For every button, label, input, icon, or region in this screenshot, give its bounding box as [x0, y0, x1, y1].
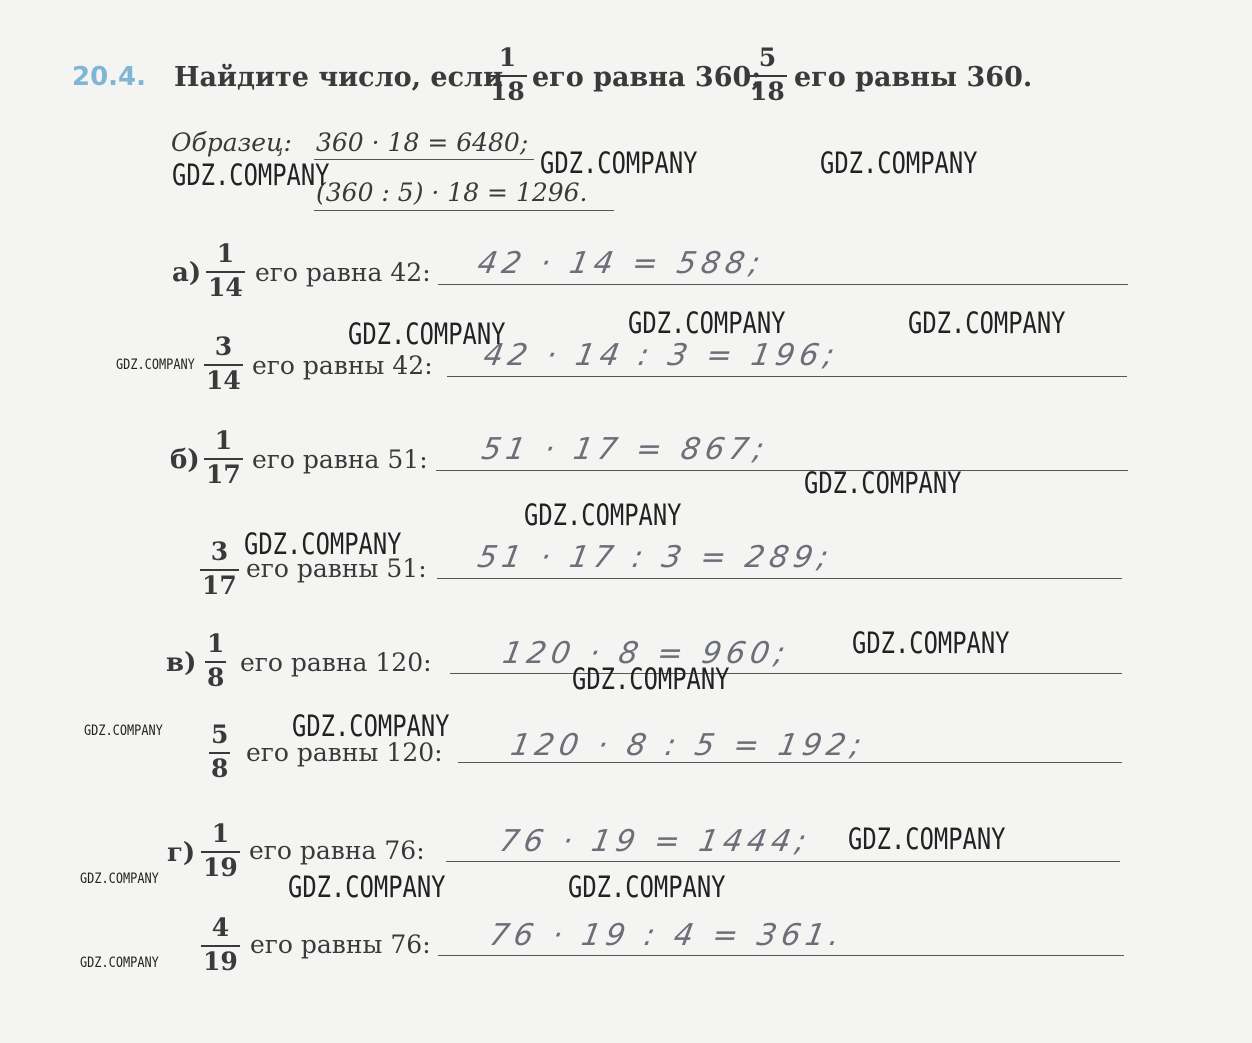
answer-line [438, 955, 1124, 956]
watermark: GDZ.COMPANY [84, 723, 163, 739]
answer-line [446, 861, 1120, 862]
part-letter: г) [167, 838, 196, 868]
fraction-denominator: 17 [202, 571, 237, 601]
answer-handwriting: 76 · 19 = 1444; [496, 824, 814, 859]
watermark: GDZ.COMPANY [908, 306, 1066, 340]
watermark: GDZ.COMPANY [172, 158, 330, 192]
fraction-numerator: 1 [498, 43, 517, 72]
fraction-numerator: 5 [758, 43, 777, 72]
fraction-numerator: 1 [216, 239, 235, 268]
watermark: GDZ.COMPANY [540, 146, 698, 180]
watermark: GDZ.COMPANY [292, 709, 450, 743]
watermark: GDZ.COMPANY [348, 317, 506, 351]
fraction-denominator: 14 [206, 366, 241, 396]
task-statement-end: его равны 360. [794, 62, 1033, 93]
task-statement-start: Найдите число, если [174, 62, 504, 93]
fraction-denominator: 18 [490, 77, 525, 107]
answer-line [450, 673, 1122, 674]
watermark: GDZ.COMPANY [80, 955, 159, 971]
part-fraction [201, 821, 240, 882]
answer-handwriting: 51 · 17 = 867; [478, 432, 772, 467]
sample-label: Образец: [171, 128, 292, 157]
part-text: его равны 42: [252, 351, 433, 380]
answer-handwriting: 120 · 8 : 5 = 192; [507, 728, 869, 763]
part-text: его равны 120: [246, 738, 443, 767]
fraction-denominator: 8 [207, 663, 225, 693]
watermark: GDZ.COMPANY [572, 662, 730, 696]
part-text: его равна 51: [252, 445, 428, 474]
part-fraction [204, 334, 243, 395]
part-fraction [204, 428, 243, 489]
watermark: GDZ.COMPANY [852, 626, 1010, 660]
task-fraction-1 [488, 45, 527, 106]
watermark: GDZ.COMPANY [288, 870, 446, 904]
watermark: GDZ.COMPANY [524, 498, 682, 532]
answer-handwriting: 76 · 19 : 4 = 361. [486, 918, 848, 953]
part-text: его равна 42: [255, 258, 431, 287]
sample-underline-1 [314, 159, 534, 160]
sample-underline-2 [314, 210, 614, 211]
part-letter: б) [170, 445, 200, 475]
fraction-numerator: 1 [207, 629, 225, 658]
answer-line [437, 578, 1122, 579]
fraction-denominator: 19 [203, 947, 238, 977]
watermark: GDZ.COMPANY [628, 306, 786, 340]
part-letter: в) [166, 648, 197, 678]
part-text: его равны 76: [250, 930, 431, 959]
task-fraction-2 [748, 45, 787, 106]
fraction-denominator: 14 [208, 273, 243, 303]
watermark: GDZ.COMPANY [804, 466, 962, 500]
answer-line [458, 762, 1122, 763]
fraction-denominator: 18 [750, 77, 785, 107]
part-fraction [206, 241, 245, 302]
answer-line [436, 470, 1128, 471]
fraction-numerator: 4 [211, 913, 230, 942]
part-text: его равна 76: [249, 836, 425, 865]
fraction-numerator: 1 [214, 426, 233, 455]
fraction-denominator: 19 [203, 853, 238, 883]
fraction-numerator: 3 [210, 537, 229, 566]
answer-handwriting: 42 · 14 : 3 = 196; [480, 338, 842, 373]
part-text: его равны 51: [246, 554, 427, 583]
sample-line-2: (360 : 5) · 18 = 1296. [316, 178, 588, 207]
answer-line [447, 376, 1127, 377]
task-number: 20.4. [72, 62, 147, 92]
watermark: GDZ.COMPANY [80, 871, 159, 887]
fraction-numerator: 1 [211, 819, 230, 848]
answer-handwriting: 42 · 14 = 588; [474, 246, 768, 281]
part-fraction [209, 722, 230, 783]
answer-handwriting: 51 · 17 : 3 = 289; [474, 540, 836, 575]
part-fraction [205, 631, 226, 692]
fraction-numerator: 5 [211, 720, 229, 749]
part-text: его равна 120: [240, 648, 432, 677]
part-fraction [201, 915, 240, 976]
sample-line-1: 360 · 18 = 6480; [316, 128, 529, 157]
answer-line [438, 284, 1128, 285]
part-fraction [200, 539, 239, 600]
watermark: GDZ.COMPANY [244, 527, 402, 561]
task-statement-mid: его равна 360; [532, 62, 762, 93]
watermark: GDZ.COMPANY [116, 357, 195, 373]
fraction-denominator: 8 [211, 754, 229, 784]
answer-handwriting: 120 · 8 = 960; [499, 636, 793, 671]
watermark: GDZ.COMPANY [568, 870, 726, 904]
watermark: GDZ.COMPANY [820, 146, 978, 180]
watermark: GDZ.COMPANY [848, 822, 1006, 856]
part-letter: а) [172, 258, 202, 288]
fraction-numerator: 3 [214, 332, 233, 361]
fraction-denominator: 17 [206, 460, 241, 490]
